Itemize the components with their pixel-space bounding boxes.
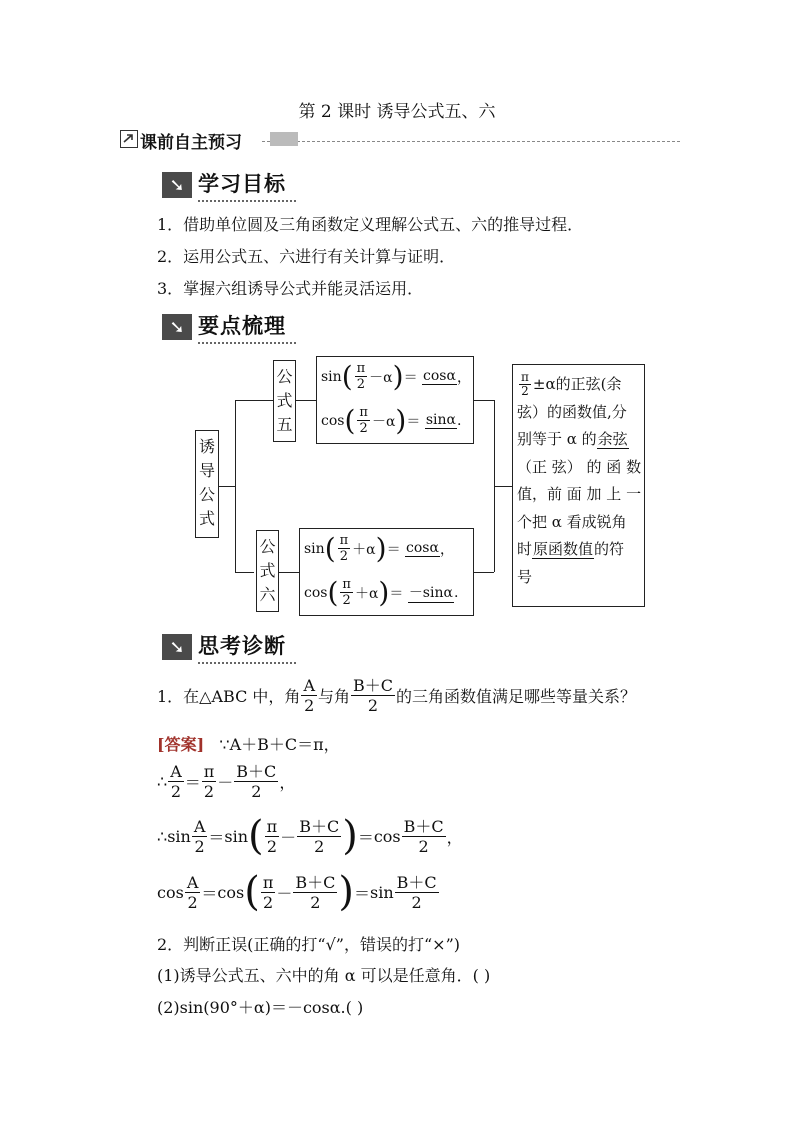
section-heading-think: 思考诊断	[198, 630, 296, 664]
banner-bar	[270, 132, 298, 146]
answer-line-3: ∴ sin A 2 ＝ sin ( π 2 － B＋C 2 ) ＝ cos B＋C 2 ，	[157, 813, 463, 859]
formula6-box	[299, 528, 474, 616]
chevron-right-icon: ➘	[162, 172, 192, 198]
question-2-item: (1)诱导公式五、六中的角 α 可以是任意角．( )	[157, 966, 491, 985]
formula5-cos: cos ( $\frac{\pi}{2}$ －α ) ＝ sinα .	[321, 403, 462, 437]
chevron-right-icon: ➘	[162, 314, 192, 340]
page-title: 第 2 课时 诱导公式五、六	[298, 102, 496, 122]
formula5-label: 公 式 五	[273, 360, 296, 442]
banner-label: 课前自主预习	[140, 133, 242, 153]
question-2-intro: 2．判断正误(正确的打“√”，错误的打“×”)	[157, 935, 460, 954]
formula5-sin: sin ( $\frac{\pi}{2}$ －α ) ＝ cosα ，	[321, 359, 471, 393]
banner-divider	[262, 141, 680, 142]
answer-line-4: cos A 2 ＝ cos ( π 2 － B＋C 2 ) ＝ sin B＋C 2	[157, 869, 437, 915]
summary-note: $\frac{\pi}{2}$ ±α的正弦(余 弦）的函数值,分 别等于 α 的余弦 （正 弦） 的 函 数 值，前 面 加 上 一 个把 α 看成锐角 时原函数值的符 号	[512, 364, 645, 607]
answer-line-2: ∴ A 2 ＝ π 2 － B＋C 2 ，	[157, 762, 296, 801]
formula6-label: 公 式 六	[256, 530, 279, 612]
root-box: 诱 导 公 式	[195, 430, 219, 538]
section-heading-goals: 学习目标	[198, 168, 296, 202]
chevron-right-icon: ➘	[162, 634, 192, 660]
formula5-box	[316, 356, 474, 444]
formula6-cos: cos ( $\frac{\pi}{2}$ ＋α ) ＝ －sinα .	[304, 575, 459, 609]
goal-item: 3．掌握六组诱导公式并能灵活运用．	[157, 279, 424, 298]
section-heading-points: 要点梳理	[198, 310, 296, 344]
formula6-sin: sin ( $\frac{\pi}{2}$ ＋α ) ＝ cosα ，	[304, 531, 454, 565]
answer-tag: [答案]	[157, 735, 205, 754]
arrow-icon	[120, 130, 138, 148]
answer-line-1: [答案] ∵A＋B＋C＝π，	[157, 732, 340, 755]
question-1: 1．在△ABC 中，角 A 2 与角 B＋C 2 的三角函数值满足哪些等量关系？	[157, 676, 637, 715]
goal-item: 1．借助单位圆及三角函数定义理解公式五、六的推导过程．	[157, 215, 584, 234]
goal-item: 2．运用公式五、六进行有关计算与证明．	[157, 247, 456, 266]
question-2-item: (2)sin(90°＋α)＝－cosα.( )	[157, 998, 364, 1017]
